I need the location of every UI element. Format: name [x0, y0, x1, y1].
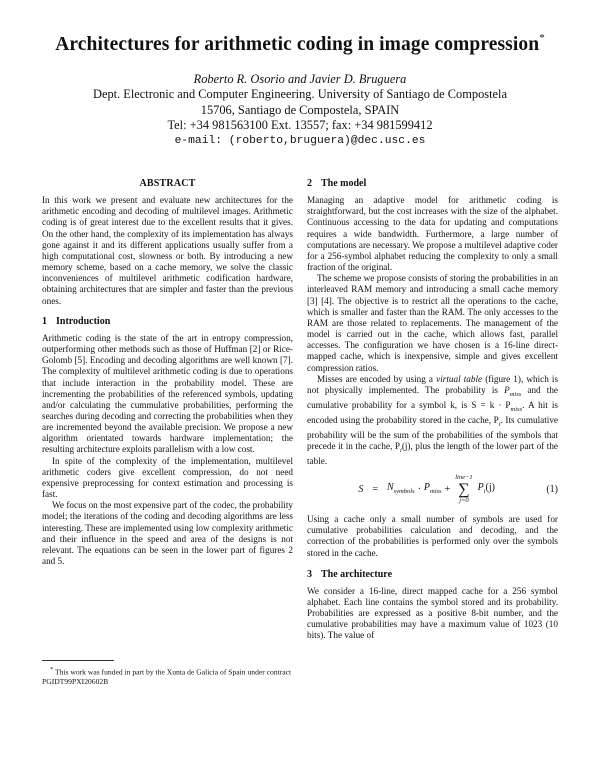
equation-1	[307, 475, 558, 504]
equation-body: S = $N_{symbols}$ · $P_{miss}$ + line−1 ∑ j=0 $P_i(j)$	[358, 474, 495, 504]
summation-sign: line−1 ∑ j=0	[455, 474, 473, 504]
footnote-mark: *	[50, 666, 54, 673]
contact-email: e-mail: (roberto,bruguera)@dec.usc.es	[174, 134, 426, 147]
section-1-paragraph-2: In spite of the complexity of the implementation, multilevel arithmetic coders give excellent compression, do not need expensive preprocessing for context estimation and processing is fast.	[42, 455, 293, 500]
section-2-title: The model	[321, 178, 367, 189]
section-2-heading	[307, 178, 558, 189]
right-column	[307, 178, 558, 642]
section-3-title: The architecture	[321, 568, 393, 580]
footnote	[42, 660, 293, 686]
paper-title: Architectures for arithmetic coding in image compression*	[55, 32, 545, 55]
section-2-number: 2	[307, 178, 312, 189]
section-2-paragraph-2: The scheme we propose consists of storing the probabilities in an interleaved RAM memory and introducing a small cache memory [3] [4]. The objective is to restrict all the operations to the cache, which is smaller and faster than the RAM. The only accesses to the RAM are those related to replacements. The management of the model is carried out in the cache, which allows fast, parallel accesses. The configuration we have chosen is a 16-line direct-mapped cache, which is inexpensive, simple and gives excellent compression ratios.	[307, 273, 558, 373]
section-3-number: 3	[307, 568, 312, 580]
section-1-number: 1	[42, 315, 47, 327]
section-2-paragraph-3: Misses are encoded by using a virtual table (figure 1), which is not physically implemented. The probability is $P_{miss}$ and the cumulative probability for a symbol k, is $S = k \cdot P_{miss}$. A hit is encoded using the probability stored in the cache, $P_i$. Its cumulative probability will be the sum of the probabilities of the symbols that precede it in the cache, $P_i(j)$, plus the length of the lower part of the table.	[307, 373, 559, 466]
section-1-heading	[42, 316, 293, 327]
section-1-paragraph-3: We focus on the most expensive part of the codec, the probability model; the iterations of the coding and decoding algorithms are less interesting. These are implemented using low complexity arithmetic and their influence in the speed and area of the designs is not relevant. The equations can be seen in the lower part of figures 2 and 5.	[42, 500, 293, 566]
section-2-paragraph-4: Using a cache only a small number of symbols are used for cumulative probabilities calculation and decoding, and the correction of the probabilities is performed only over the symbols stored in the cache.	[307, 514, 558, 558]
section-3-paragraph-1: We consider a 16-line, direct mapped cache for a 256 symbol alphabet. Each line contains the symbol stored and its probability. Probabilities are expressed as a positive 8-bit number, and the cumulative probabilities may have a maximum value of 1023 (10 bits). The value of	[307, 585, 558, 641]
section-2-paragraph-1: Managing an adaptive model for arithmetic coding is straightforward, but the cost increases with the size of the alphabet. Continuous accessing to the data for updating and computations requires a wide bandwidth. Furthermore, a large number of computations are necessary. We propose a multilevel adaptive coder for a 256-symbol alphabet reducing the complexity to only a small fraction of the original.	[307, 195, 558, 273]
footnote-rule	[42, 660, 114, 661]
section-1-paragraph-1: Arithmetic coding is the state of the art in entropy compression, outperforming other methods such as those of Huffman [2] or Rice-Golomb [5]. Encoding and decoding algorithms are well known [7]. The complexity of multilevel arithmetic coding is due to operations that include interaction in the probability model. These are incrementing the probabilities of the referenced symbols, updating and/or calculating the cummulative probabilities, performing the searches during decoding and correcting the probabilities when they are incremented beyond the available precision. We propose a new algorithm orientated towards hardware implementation; the resulting architecture exploits parallelism with a low cost.	[42, 332, 293, 455]
title-footnote-mark: *	[539, 32, 545, 44]
footnote-text: This work was funded in part by the Xunta de Galicia of Spain under contract PGIDT99PXI20602B	[42, 667, 292, 686]
affiliation-line-1: Dept. Electronic and Computer Engineering. University of Santiago de Compostela	[93, 87, 507, 102]
virtual-table-term: virtual table	[436, 373, 483, 384]
abstract-text: In this work we present and evaluate new architectures for the arithmetic encoding and decoding of multilevel images. Arithmetic coding is of great interest due to the excellent results that it gives. On the other hand, the complexity of its implementation has always gone against it and its different applications usually suffer from a high computational cost, slowness or both. By introducing a new memory scheme, based on a cache memory, we solve the classic inconveniences of multilevel arithmetic codification hardware, obtaining architectures that are simpler and faster than the previous ones.	[42, 195, 293, 306]
abstract-heading: ABSTRACT	[139, 178, 196, 189]
authors: Roberto R. Osorio and Javier D. Bruguera	[193, 72, 407, 86]
affiliation-line-2: 15706, Santiago de Compostela, SPAIN	[200, 102, 400, 117]
section-1-title: Introduction	[56, 315, 111, 327]
author-block	[0, 72, 600, 149]
left-column	[42, 178, 293, 567]
contact-phone: Tel: +34 981563100 Ext. 13557; fax: +34 981599412	[167, 118, 433, 133]
section-3-heading	[307, 569, 558, 580]
equation-number: (1)	[546, 483, 558, 495]
